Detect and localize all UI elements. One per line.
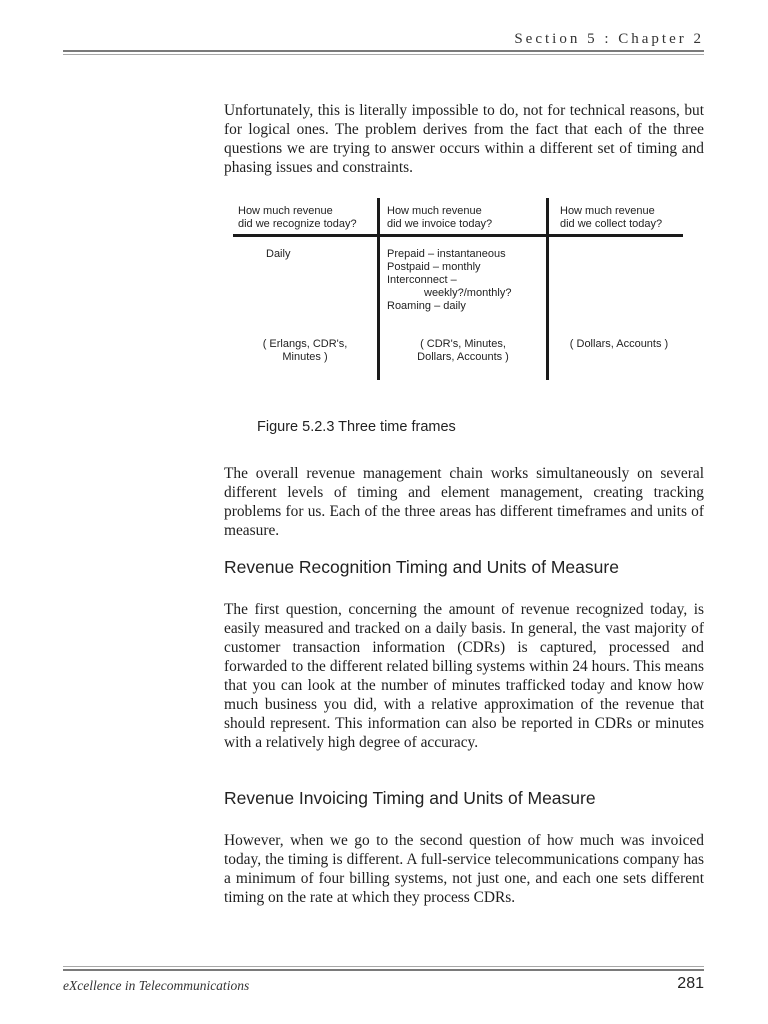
col3-header-line2: did we collect today? [560,218,663,230]
running-header: Section 5 : Chapter 2 [514,31,704,47]
paragraph-invoicing: However, when we go to the second question of how much was invoiced today, the timing is different. A full-service telecommunications company has a minimum of four billing systems, not just one, and each one sets different timing on the rate at which they process CDRs. [224,832,704,906]
col2-units-line2: Dollars, Accounts ) [417,351,509,363]
col2-units [393,338,533,364]
col3-units: ( Dollars, Accounts ) [569,338,669,350]
timing-prepaid: Prepaid – instantaneous [387,248,506,260]
col2-header-line2: did we invoice today? [387,218,493,230]
header-rule [63,50,704,55]
col2-header [387,205,492,231]
timing-roaming: Roaming – daily [387,300,466,312]
col1-header [238,205,357,231]
footer-rule [63,966,704,971]
col2-timing [387,248,511,313]
col2-header-line1: How much revenue [387,205,482,217]
figure-header-rule [233,234,683,237]
col1-units-line2: Minutes ) [282,351,328,363]
col3-header-line1: How much revenue [560,205,655,217]
paragraph-overall-chain: The overall revenue management chain works simultaneously on several different levels of timing and element management, creating tracking problems for us. Each of the three areas has different timeframes and units of measure. [224,465,704,539]
footer-book-title: eXcellence in Telecommunications [63,978,250,993]
col1-timing: Daily [266,248,291,260]
col1-header-line2: did we recognize today? [238,218,357,230]
paragraph-intro: Unfortunately, this is literally impossible to do, not for technical reasons, but for logical ones. The problem derives from the fact that each of the three questions we are trying to answer occurs within a different set of timing and phasing issues and constraints. [224,102,704,176]
col1-header-line1: How much revenue [238,205,333,217]
section-heading-recognition: Revenue Recognition Timing and Units of Measure [224,557,619,577]
figure-divider-1 [377,198,380,380]
col1-units [235,338,375,364]
col2-units-line1: ( CDR's, Minutes, [420,338,506,350]
col3-header [560,205,662,231]
col1-units-line1: ( Erlangs, CDR's, [262,338,348,350]
timing-postpaid: Postpaid – monthly [387,261,481,273]
paragraph-recognition: The first question, concerning the amount of revenue recognized today, is easily measured and tracked on a daily basis. In general, the vast majority of customer transaction information (CDRs) is captured, processed and forwarded to the different related billing systems within 24 hours. This means that you can look at the number of minutes trafficked today and know how much business you did, with a relative approximation of the revenue that should represent. This information can also be reported in CDRs or minutes with a relatively high degree of accuracy. [224,601,704,751]
section-heading-invoicing: Revenue Invoicing Timing and Units of Measure [224,788,596,808]
figure-divider-2 [546,198,549,380]
figure-caption: Figure 5.2.3 Three time frames [257,419,456,435]
page-number: 281 [677,975,704,992]
timing-interconnect: Interconnect – [387,274,457,286]
timing-interconnect-cont: weekly?/monthly? [424,287,512,299]
